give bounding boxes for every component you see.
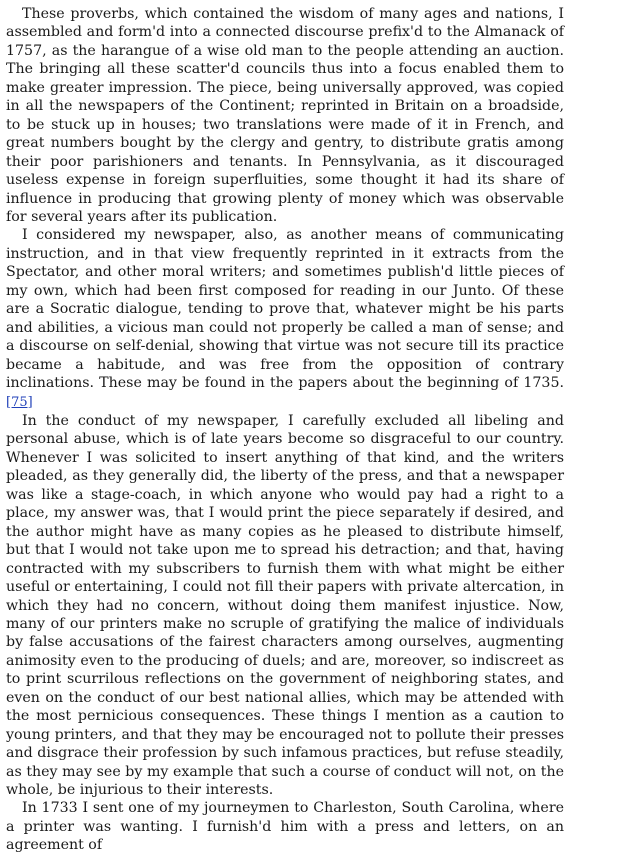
footnote-link-75[interactable]: [75] bbox=[6, 394, 33, 410]
paragraph-newspaper-conduct bbox=[6, 412, 564, 800]
paragraph-charleston bbox=[6, 799, 564, 854]
paragraph-text: These proverbs, which contained the wisdom of many ages and nations, I assembled and form'd into a connected discourse prefix'd to the Almanack of 1757, as the harangue of a wise old man to the people attending an auction. The bringing all these scatter'd councils thus into a focus enabled them to make greater impression. The piece, being universally approved, was copied in all the newspapers of the Continent; reprinted in Britain on a broadside, to be stuck up in houses; two translations were made of it in French, and great numbers bought by the clergy and gentry, to distribute gratis among their poor parishioners and tenants. In Pennsylvania, as it discouraged useless expense in foreign superfluities, some thought it had its share of influence in producing that growing plenty of money which was observable for several years after its publication. bbox=[6, 6, 564, 225]
paragraph-text: In the conduct of my newspaper, I carefully excluded all libeling and personal abuse, which is of late years become so disgraceful to our country. Whenever I was solicited to insert anything of that kind, and the writers pleaded, as they generally did, the liberty of the press, and that a newspaper was like a stage-coach, in which anyone who would pay had a right to a place, my answer was, that I would print the piece separately if desired, and the author might have as many copies as he pleased to distribute himself, but that I would not take upon me to spread his detraction; and that, having contracted with my subscribers to furnish them with what might be either useful or entertaining, I could not fill their papers with private altercation, in which they had no concern, without doing them manifest injustice. Now, many of our printers make no scruple of gratifying the malice of individuals by false accusations of the fairest characters among ourselves, augmenting animosity even to the producing of duels; and are, moreover, so indiscreet as to print scurrilous reflections on the government of neighboring states, and even on the conduct of our best national allies, which may be attended with the most pernicious consequences. These things I mention as a caution to young printers, and that they may be encouraged not to pollute their presses and disgrace their profession by such infamous practices, but refuse steadily, as they may see by my example that such a course of conduct will not, on the whole, be injurious to their interests. bbox=[6, 412, 564, 799]
paragraph-text: I considered my newspaper, also, as another means of communicating instruction, and in that view frequently reprinted in it extracts from the Spectator, and other moral writers; and sometimes publish'd little pieces of my own, which had been first composed for reading in our Junto. Of these are a Socratic dialogue, tending to prove that, whatever might be his parts and abilities, a vicious man could not properly be called a man of sense; and a discourse on self-denial, showing that virtue was not secure till its practice became a habitude, and was free from the opposition of contrary inclinations. These may be found in the papers about the beginning of 1735. bbox=[6, 227, 564, 392]
paragraph-text: In 1733 I sent one of my journeymen to Charleston, South Carolina, where a printer was wanting. I furnish'd him with a press and letters, on an agreement of bbox=[6, 800, 564, 854]
document-page bbox=[6, 5, 564, 855]
paragraph-newspaper-instruction bbox=[6, 226, 564, 412]
paragraph-proverbs bbox=[6, 5, 564, 226]
